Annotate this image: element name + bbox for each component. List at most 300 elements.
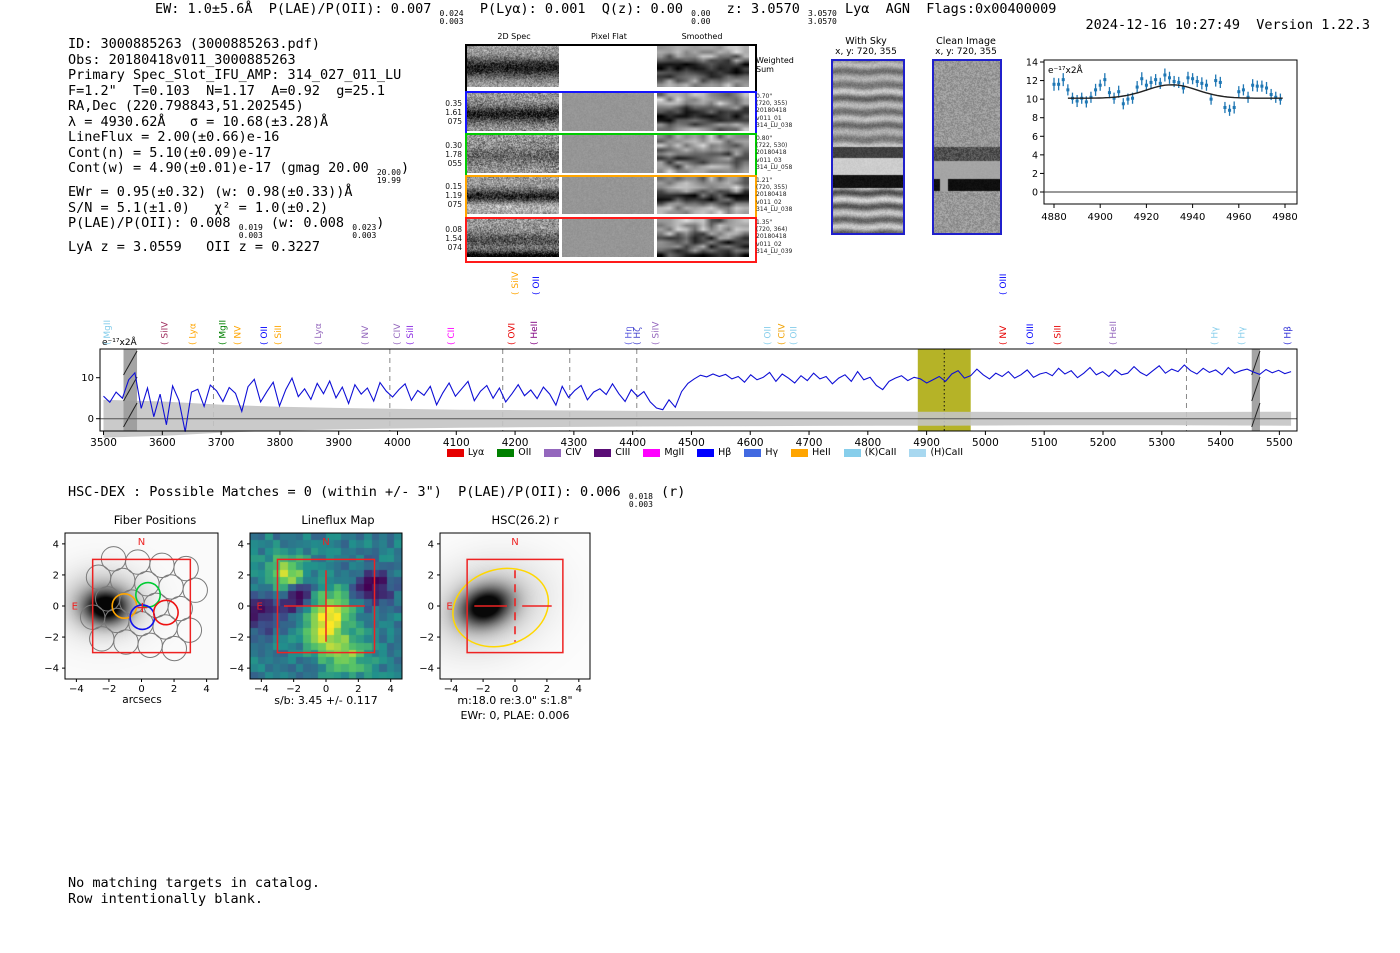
- y-tick-label: −4: [419, 663, 434, 675]
- text-segment: Cont(w) = 4.90(±0.01)e-17 (gmag 20.00: [68, 160, 377, 176]
- spec2d-cell-smoothed: [657, 219, 749, 257]
- emission-line-label: ( NV: [233, 325, 244, 345]
- north-indicator: N: [322, 537, 330, 548]
- fiber-circle: [114, 630, 138, 654]
- data-point: [1094, 88, 1097, 91]
- info-line: [68, 161, 409, 185]
- legend-label: Hγ: [765, 447, 779, 458]
- x-tick-label: 2: [543, 684, 551, 695]
- data-point: [1186, 76, 1189, 79]
- x-tick-label: 5400: [1207, 437, 1234, 449]
- right-label-line: 0.80": [756, 135, 773, 142]
- info-line: [68, 146, 409, 162]
- spec2d-row-left-label: [438, 225, 462, 252]
- fraction-upper: 0.018: [628, 492, 653, 501]
- x-tick-label: 3900: [325, 437, 353, 449]
- data-point: [1251, 84, 1254, 87]
- x-tick-label: 0: [511, 684, 519, 695]
- data-point: [1191, 77, 1194, 80]
- fraction-upper: 0.023: [352, 223, 377, 232]
- legend-swatch: [447, 449, 464, 457]
- spec2d-header-pixelflat: Pixel Flat: [591, 32, 627, 41]
- full-spectrum-plot: [81, 268, 1314, 466]
- fiber-positions-xlabel: arcsecs: [122, 694, 162, 706]
- header-timestamp-version: [1053, 1, 1370, 49]
- right-label-line: 314_LU_038: [756, 205, 793, 213]
- fraction-upper: 0.024: [439, 9, 464, 18]
- emission-line-label: ( CIV: [777, 323, 788, 345]
- data-point: [1163, 74, 1166, 77]
- fraction-lower: 0.003: [352, 231, 377, 240]
- aperture-ellipse: [443, 556, 559, 658]
- data-point: [1173, 80, 1176, 83]
- fraction-upper: 0.00: [691, 9, 711, 18]
- stacked-fraction: [377, 169, 401, 185]
- fiber-circle: [86, 565, 110, 589]
- footer-line-1: No matching targets in catalog.: [68, 875, 320, 891]
- y-tick-label: −4: [44, 663, 59, 675]
- spec2d-cell-pixelflat: [562, 135, 654, 173]
- emission-line-label: ( Hβ: [1283, 326, 1294, 345]
- text-segment: S/N = 5.1(±1.0) χ² = 1.0(±0.2): [68, 199, 329, 216]
- emission-line-label: ( Hγ: [1237, 326, 1248, 345]
- right-label-line: 314_LU_038: [756, 121, 793, 129]
- data-point: [1136, 86, 1139, 89]
- data-point: [1256, 85, 1259, 88]
- east-indicator: E: [446, 601, 453, 613]
- emission-line-label: ( Hγ: [1210, 326, 1221, 345]
- hsc-cutout-panel: [415, 505, 615, 733]
- data-point: [1099, 84, 1102, 87]
- legend-swatch: [744, 449, 761, 457]
- stacked-fraction: [352, 224, 376, 240]
- y-tick-label: 0: [87, 414, 94, 426]
- legend-swatch: [909, 449, 926, 457]
- emission-line-label: ( OII: [763, 326, 774, 345]
- x-tick-label: 5500: [1265, 437, 1293, 449]
- y-tick-label: −2: [419, 632, 434, 644]
- data-point: [1066, 88, 1069, 91]
- data-point: [1131, 97, 1134, 100]
- x-tick-label: 4880: [1041, 212, 1067, 223]
- hsc-cutout-title: HSC(26.2) r: [491, 513, 559, 527]
- right-label-line: v011_03: [756, 156, 782, 164]
- spec2d-row: [465, 91, 757, 137]
- data-point: [1154, 78, 1157, 81]
- right-label-line: 20180418: [756, 191, 787, 199]
- data-point: [1145, 84, 1148, 87]
- emission-line-label: ( MgII: [103, 319, 114, 345]
- footer-line-2: Row intentionally blank.: [68, 890, 264, 907]
- lineflux-map-svg: [225, 505, 425, 715]
- right-label-line: (720, 364): [756, 226, 788, 234]
- x-tick-label: −2: [101, 684, 117, 695]
- y-tick-label: 0: [52, 601, 59, 613]
- y-tick-label: 10: [81, 373, 94, 385]
- text-segment: z: 3.0570: [710, 1, 808, 17]
- x-tick-label: 4: [387, 684, 394, 695]
- emission-line-label: ( SiII: [274, 325, 285, 345]
- legend-label: CIV: [565, 447, 582, 458]
- y-tick-label: −2: [44, 632, 59, 644]
- y-tick-label: −4: [229, 663, 244, 675]
- hsc-m-re-s-label: m:18.0 re:3.0" s:1.8": [457, 694, 573, 707]
- legend-label: (H)CaII: [930, 447, 964, 458]
- plot-frame: [1044, 60, 1297, 204]
- weighted-sum-label: [756, 56, 794, 74]
- x-tick-label: 3800: [266, 437, 294, 449]
- legend-item: [643, 447, 684, 458]
- info-line: [68, 185, 409, 201]
- data-point: [1168, 76, 1171, 79]
- data-point: [1076, 100, 1079, 103]
- x-tick-label: 5000: [972, 437, 999, 449]
- left-label-line: 075: [447, 117, 462, 126]
- x-tick-label: 3500: [90, 437, 117, 449]
- legend-item: [909, 447, 963, 458]
- text-segment: Obs: 20180418v011_3000885263: [68, 51, 296, 68]
- left-label-line: 075: [447, 200, 462, 209]
- spec2d-row: [465, 175, 757, 220]
- right-label-line: (722, 530): [756, 142, 788, 150]
- spec2d-cell-2dspec: [467, 177, 559, 214]
- legend-label: Lyα: [467, 447, 485, 458]
- x-tick-label: 0: [322, 684, 330, 695]
- spec2d-row-left-label: [438, 182, 462, 209]
- line-fit-zoom-svg: [1025, 48, 1308, 240]
- right-label-line: 20180418: [756, 107, 787, 115]
- legend-label: (K)CaII: [864, 447, 897, 458]
- stacked-fraction: [239, 224, 263, 240]
- emission-line-label: ( Hζ: [632, 326, 643, 345]
- x-tick-label: 0: [138, 684, 145, 695]
- y-tick-label: 4: [52, 539, 59, 551]
- spec2d-cell-pixelflat: [562, 93, 654, 131]
- x-tick-label: 4700: [795, 437, 823, 449]
- right-label-line: 0.70": [756, 93, 773, 100]
- legend-item: [544, 447, 581, 458]
- data-point: [1228, 109, 1231, 112]
- right-label-line: v011_01: [756, 114, 782, 122]
- y-tick-label: 6: [1031, 131, 1038, 143]
- clean-title: Clean Image: [936, 36, 996, 47]
- emission-line-label: ( NV: [999, 325, 1010, 345]
- emission-line-label: ( HeII: [1108, 321, 1119, 345]
- text-segment: λ = 4930.62Å σ = 10.68(±3.28)Å: [68, 113, 329, 130]
- selected-fiber-circle: [136, 583, 160, 607]
- y-tick-label: 12: [1025, 76, 1038, 88]
- data-point: [1140, 77, 1143, 80]
- footer-notes: [68, 876, 320, 907]
- y-tick-label: 14: [1025, 57, 1038, 69]
- data-point: [1223, 106, 1226, 109]
- spec2d-cell-smoothed: [657, 135, 749, 173]
- x-tick-label: −2: [286, 684, 302, 695]
- fraction-lower: 0.003: [439, 17, 464, 26]
- spec2d-right-labels: [756, 44, 820, 262]
- fraction-upper: 20.00: [376, 168, 401, 177]
- x-tick-label: 2: [170, 684, 178, 695]
- spec2d-row-right-label: [756, 93, 792, 129]
- y-tick-label: 8: [1031, 113, 1038, 125]
- data-point: [1210, 98, 1213, 101]
- spec2d-row: [465, 133, 757, 179]
- fraction-upper: 3.0570: [807, 9, 837, 18]
- text-segment: RA,Dec (220.798843,51.202545): [68, 98, 304, 114]
- y-tick-label: 4: [427, 539, 434, 551]
- spec2d-row: [465, 44, 757, 93]
- data-point: [1260, 85, 1263, 88]
- emission-line-label: ( SiIV: [160, 321, 171, 345]
- emission-line-label: ( OII: [260, 326, 271, 345]
- lineflux-sb-label: s/b: 3.45 +/- 0.117: [274, 694, 378, 707]
- legend-label: MgII: [664, 447, 685, 458]
- x-tick-label: 5300: [1148, 437, 1176, 449]
- emission-line-label: ( Lyα: [188, 323, 199, 345]
- hsc-cutout-svg: [415, 505, 615, 733]
- data-point: [1242, 88, 1245, 91]
- y-tick-label: 2: [1031, 168, 1038, 180]
- north-indicator: N: [511, 537, 519, 548]
- info-line: [68, 240, 409, 256]
- data-point: [1062, 78, 1065, 81]
- weighted-sum-line: Weighted: [756, 56, 794, 65]
- data-point: [1270, 93, 1273, 96]
- spacer: [1240, 17, 1256, 33]
- detection-info-block: [68, 37, 409, 256]
- emission-line-label: ( OII: [789, 326, 800, 345]
- flux-units-label: e⁻¹⁷x2Å: [102, 338, 137, 348]
- east-indicator: E: [256, 601, 263, 613]
- lineflux-map-panel: [225, 505, 425, 715]
- text-segment: EWr = 0.95(±0.32) (w: 0.98(±0.33))Å: [68, 184, 353, 200]
- spec2d-row-right-label: [756, 177, 792, 213]
- text-segment: Cont(n) = 5.10(±0.09)e-17: [68, 144, 272, 161]
- legend-label: HeII: [812, 447, 831, 458]
- text-segment: ): [376, 215, 385, 231]
- x-tick-label: 4: [575, 684, 583, 695]
- x-tick-label: 4940: [1179, 212, 1206, 223]
- y-tick-label: 0: [427, 601, 434, 613]
- y-tick-label: −2: [229, 632, 244, 644]
- x-tick-label: 4960: [1226, 212, 1252, 223]
- data-point: [1108, 91, 1111, 94]
- legend-swatch: [844, 449, 861, 457]
- text-segment: LineFlux = 2.00(±0.66)e-16: [68, 129, 280, 145]
- emission-line-label: ( NV: [361, 325, 372, 345]
- data-point: [1085, 100, 1088, 103]
- stacked-fraction: [439, 10, 463, 26]
- left-label-line: 055: [447, 159, 462, 168]
- stacked-fraction: [629, 493, 653, 509]
- x-tick-label: 4900: [1087, 212, 1113, 223]
- emission-line-label: ( MgII: [218, 319, 229, 345]
- left-label-line: 0.35: [445, 99, 462, 108]
- legend-item: [697, 447, 731, 458]
- clean-image-frame: [932, 59, 1002, 235]
- x-tick-label: 4900: [913, 437, 940, 449]
- info-line: [68, 201, 409, 217]
- legend-swatch: [697, 449, 714, 457]
- info-line: [68, 68, 409, 84]
- emission-line-label: ( OIII: [1026, 323, 1037, 345]
- left-label-line: 1.54: [445, 234, 462, 243]
- emission-line-label: ( OIII: [999, 273, 1010, 295]
- x-tick-label: 4920: [1133, 212, 1160, 223]
- fiber-circle: [162, 636, 186, 660]
- legend-item: [447, 447, 484, 458]
- left-label-line: 1.61: [445, 108, 462, 117]
- fraction-lower: 3.0570: [807, 17, 837, 26]
- text-segment: Primary Spec_Slot_IFU_AMP: 314_027_011_LU: [68, 67, 402, 83]
- right-label-line: (720, 355): [756, 184, 788, 192]
- emission-line-label: ( Lyα: [314, 323, 325, 345]
- fraction-lower: 0.00: [691, 17, 711, 26]
- east-indicator: E: [71, 601, 78, 613]
- right-label-line: v011_02: [756, 198, 782, 206]
- info-line: [68, 130, 409, 146]
- emission-line-label: ( CII: [446, 327, 457, 345]
- spec2d-cell-2dspec: [467, 135, 559, 173]
- legend-label: OII: [518, 447, 532, 458]
- text-segment: Lyα AGN Flags:0x00400009: [836, 1, 1057, 17]
- text-segment: ): [400, 160, 410, 176]
- hsc-ewr-plae-label: EWr: 0, PLAE: 0.006: [460, 709, 570, 722]
- withsky-coords: x, y: 720, 355: [835, 47, 897, 57]
- fraction-lower: 0.003: [628, 500, 653, 509]
- spec2d-strip-grid: [465, 44, 765, 262]
- legend-swatch: [497, 449, 514, 457]
- header-summary-line: [155, 1, 1056, 26]
- clean-coords: x, y: 720, 355: [935, 47, 997, 57]
- legend-item: [497, 447, 531, 458]
- spec2d-row-right-label: [756, 219, 792, 255]
- info-line: [68, 53, 409, 69]
- data-point: [1126, 98, 1129, 101]
- flux-units-label: e⁻¹⁷x2Å: [1048, 66, 1083, 76]
- lineflux-map-title: Lineflux Map: [301, 513, 375, 527]
- data-point: [1159, 82, 1162, 85]
- x-tick-label: 3600: [148, 437, 176, 449]
- text-segment: F=1.2" T=0.103 N=1.17 A=0.92 g=25.1: [68, 82, 385, 99]
- x-tick-label: 4200: [501, 437, 529, 449]
- x-tick-label: 4980: [1272, 212, 1298, 223]
- x-tick-label: 4000: [384, 437, 411, 449]
- right-label-line: 20180418: [756, 233, 787, 241]
- legend-label: Hβ: [718, 447, 732, 458]
- spec2d-cell-2dspec: [467, 46, 559, 87]
- legend-swatch: [643, 449, 660, 457]
- emission-line-label: ( SiIV: [511, 271, 522, 295]
- legend-item: [594, 447, 630, 458]
- stacked-fraction: [808, 10, 837, 26]
- data-point: [1237, 90, 1240, 93]
- emission-line-label: ( OVI: [507, 322, 518, 345]
- legend-swatch: [544, 449, 561, 457]
- info-line: [68, 99, 409, 115]
- legend-item: [844, 447, 897, 458]
- right-label-line: 1.35": [756, 219, 773, 226]
- x-tick-label: 4600: [736, 437, 764, 449]
- data-point: [1122, 102, 1125, 105]
- data-point: [1205, 84, 1208, 87]
- right-label-line: 1.21": [756, 177, 773, 184]
- report-timestamp: 2024-12-16 10:27:49: [1085, 17, 1240, 33]
- fiber-circle: [138, 633, 162, 657]
- data-point: [1117, 90, 1120, 93]
- y-tick-label: 4: [237, 539, 244, 551]
- legend-swatch: [791, 449, 808, 457]
- text-segment: EW: 1.0±5.6Å P(LAE)/P(OII): 0.007: [155, 1, 440, 17]
- spectrum-legend: [415, 447, 995, 458]
- text-segment: LyA z = 3.0559 OII z = 0.3227: [68, 239, 320, 255]
- text-segment: P(LAE)/P(OII): 0.008: [68, 215, 239, 231]
- data-point: [1265, 87, 1268, 90]
- right-label-line: 20180418: [756, 149, 787, 157]
- x-tick-label: 4300: [560, 437, 588, 449]
- info-line: [68, 37, 409, 53]
- data-point: [1219, 81, 1222, 84]
- data-point: [1196, 80, 1199, 83]
- data-point: [1053, 83, 1056, 86]
- text-segment: (r): [652, 484, 686, 500]
- x-tick-label: 4: [203, 684, 210, 695]
- north-indicator: N: [137, 537, 146, 548]
- left-label-line: 074: [447, 243, 462, 252]
- info-line: [68, 84, 409, 100]
- legend-label: CIII: [615, 447, 631, 458]
- emission-line-label: ( CIV: [392, 323, 403, 345]
- legend-item: [791, 447, 831, 458]
- spec2d-cell-smoothed: [657, 46, 749, 87]
- x-tick-label: −4: [69, 684, 84, 695]
- data-point: [1177, 81, 1180, 84]
- info-line: [68, 115, 409, 131]
- full-spectrum-svg: [81, 268, 1314, 466]
- y-tick-label: 0: [1031, 187, 1038, 199]
- left-label-line: 0.08: [445, 225, 462, 234]
- spec2d-row: [465, 217, 757, 263]
- text-segment: P(Lyα): 0.001 Q(z): 0.00: [463, 1, 692, 17]
- right-label-line: (720, 355): [756, 100, 788, 108]
- y-tick-label: 2: [427, 570, 434, 582]
- y-tick-label: 4: [1031, 150, 1038, 162]
- spec2d-row-left-label: [438, 141, 462, 168]
- spec2d-cell-smoothed: [657, 177, 749, 214]
- spec2d-cell-2dspec: [467, 93, 559, 131]
- right-label-line: v011_02: [756, 240, 782, 248]
- data-point: [1233, 106, 1236, 109]
- stacked-fraction: [691, 10, 710, 26]
- emission-line-label: ( OII: [532, 276, 543, 295]
- x-tick-label: −2: [475, 684, 491, 695]
- emission-line-label: ( SiII: [405, 325, 416, 345]
- left-label-line: 0.30: [445, 141, 462, 150]
- fraction-upper: 0.019: [238, 223, 263, 232]
- spec2d-cell-2dspec: [467, 219, 559, 257]
- y-tick-label: 2: [237, 570, 244, 582]
- data-point: [1150, 81, 1153, 84]
- x-tick-label: 3700: [207, 437, 235, 449]
- x-tick-label: 2: [355, 684, 362, 695]
- with-sky-image: [833, 61, 903, 233]
- withsky-title: With Sky: [845, 36, 887, 47]
- x-tick-label: 4100: [442, 437, 470, 449]
- fiber-positions-svg: [40, 505, 240, 715]
- withsky-image-frame: [831, 59, 905, 235]
- fiber-positions-title: Fiber Positions: [113, 513, 197, 527]
- y-tick-label: 0: [237, 601, 244, 613]
